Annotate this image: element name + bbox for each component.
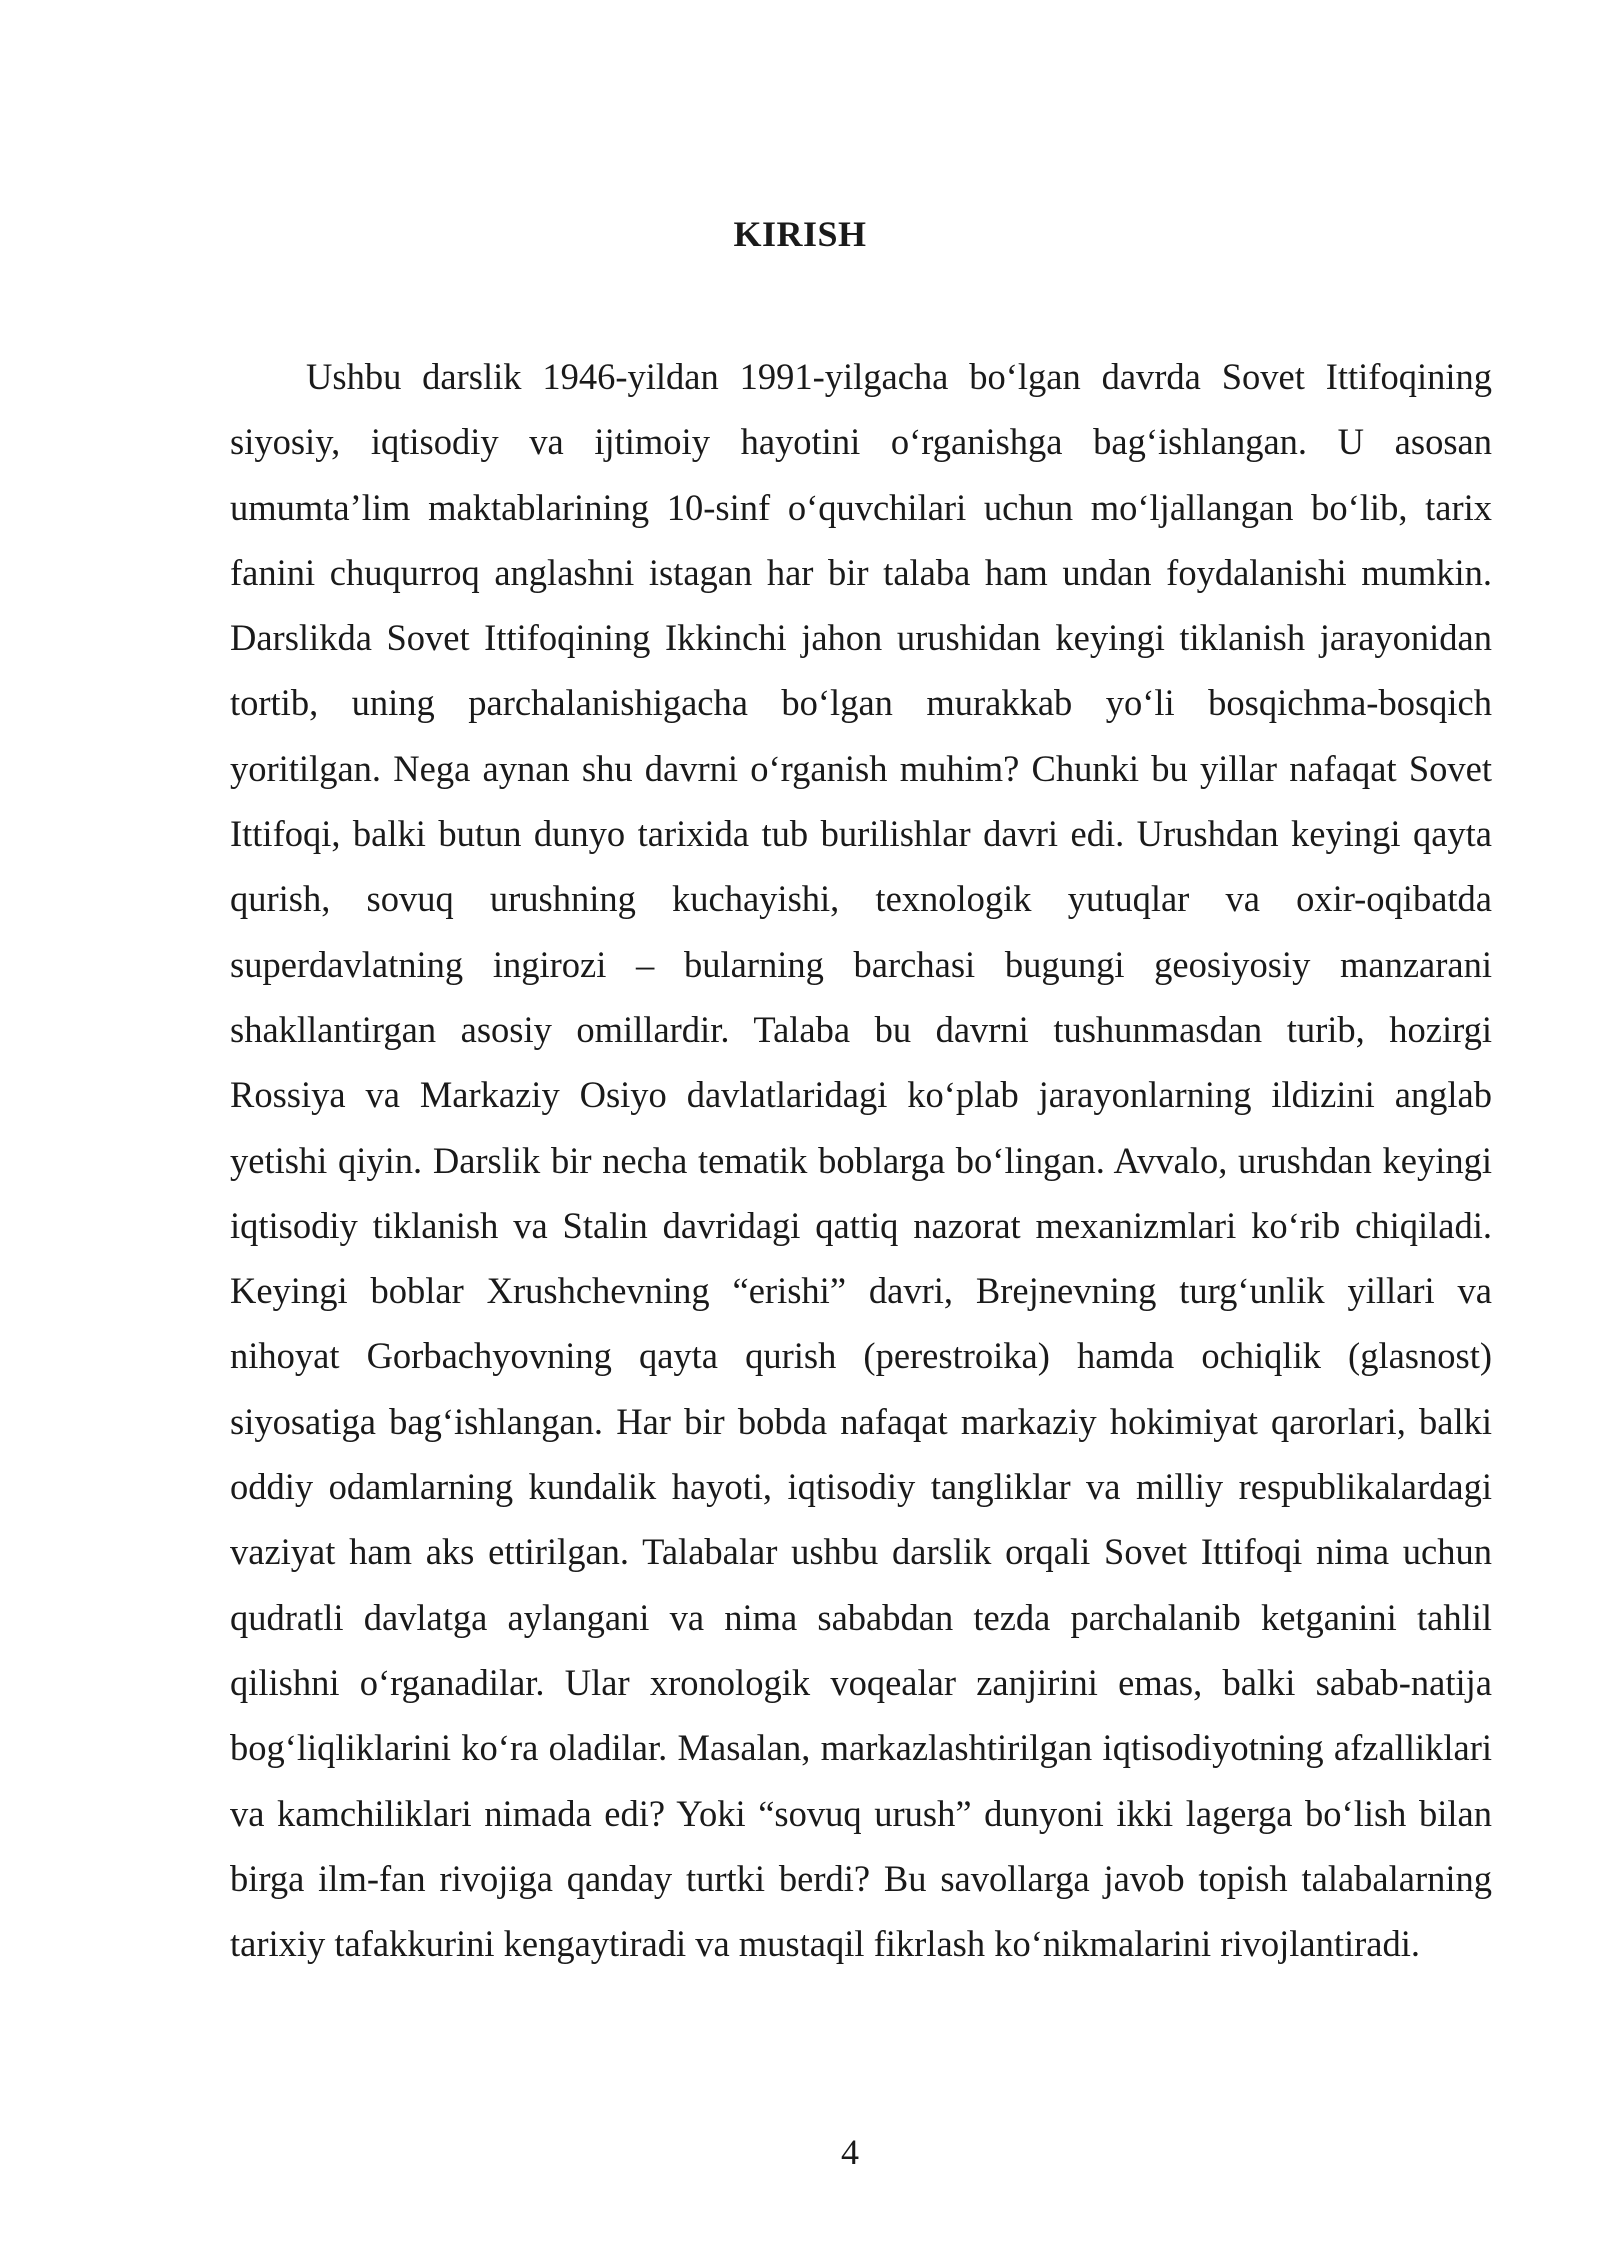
body-paragraph: Ushbu darslik 1946-yildan 1991-yilgacha bo‘lgan davrda Sovet Ittifoqining siyosiy, iqtisodiy va ijtimoiy hayotini o‘rganishga bag‘ishlangan. U asosan umumta’lim maktablarining 10-sinf o‘quvchilari uchun mo‘ljallangan bo‘lib, tarix fanini chuqurroq anglashni istagan har bir talaba ham undan foydalanishi mumkin. Darslikda Sovet Ittifoqining Ikkinchi jahon urushidan keyingi tiklanish jarayonidan tortib, uning parchalanishigacha bo‘lgan murakkab yo‘li bosqichma-bosqich yoritilgan. Nega aynan shu davrni o‘rganish muhim? Chunki bu yillar nafaqat Sovet Ittifoqi, balki butun dunyo tarixida tub burilishlar davri edi. Urushdan keyingi qayta qurish, sovuq urushning kuchayishi, texnologik yutuqlar va oxir-oqibatda superdavlatning ingirozi – bularning barchasi bugungi geosiyosiy manzarani shakllantirgan asosiy omillardir. Talaba bu davrni tushunmasdan turib, hozirgi Rossiya va Markaziy Osiyo davlatlaridagi ko‘plab jarayonlarning ildizini anglab yetishi qiyin. Darslik bir necha tematik boblarga bo‘lingan. Avvalo, urushdan keyingi iqtisodiy tiklanish va Stalin davridagi qattiq nazorat mexanizmlari ko‘rib chiqiladi. Keyingi boblar Xrushchevning “erishi” davri, Brejnevning turg‘unlik yillari va nihoyat Gorbachyovning qayta qurish (perestroika) hamda ochiqlik (glasnost) siyosatiga bag‘ishlangan. Har bir bobda nafaqat markaziy hokimiyat qarorlari, balki oddiy odamlarning kundalik hayoti, iqtisodiy tangliklar va milliy respublikalardagi vaziyat ham aks ettirilgan. Talabalar ushbu darslik orqali Sovet Ittifoqi nima uchun qudratli davlatga aylangani va nima sababdan tezda parchalanib ketganini tahlil qilishni o‘rganadilar. Ular xronologik voqealar zanjirini emas, balki sabab-natija bog‘liqliklarini ko‘ra oladilar. Masalan, markazlashtirilgan iqtisodiyotning afzalliklari va kamchiliklari nimada edi? Yoki “sovuq urush” dunyoni ikki lagerga bo‘lish bilan birga ilm-fan rivojiga qanday turtki berdi? Bu savollarga javob topish talabalarning tarixiy tafakkurini kengaytiradi va mustaqil fikrlash ko‘nikmalarini rivojlantiradi. (230, 356, 1492, 1965)
page-number: 4 (841, 2132, 859, 2172)
page-title: KIRISH (733, 214, 867, 254)
